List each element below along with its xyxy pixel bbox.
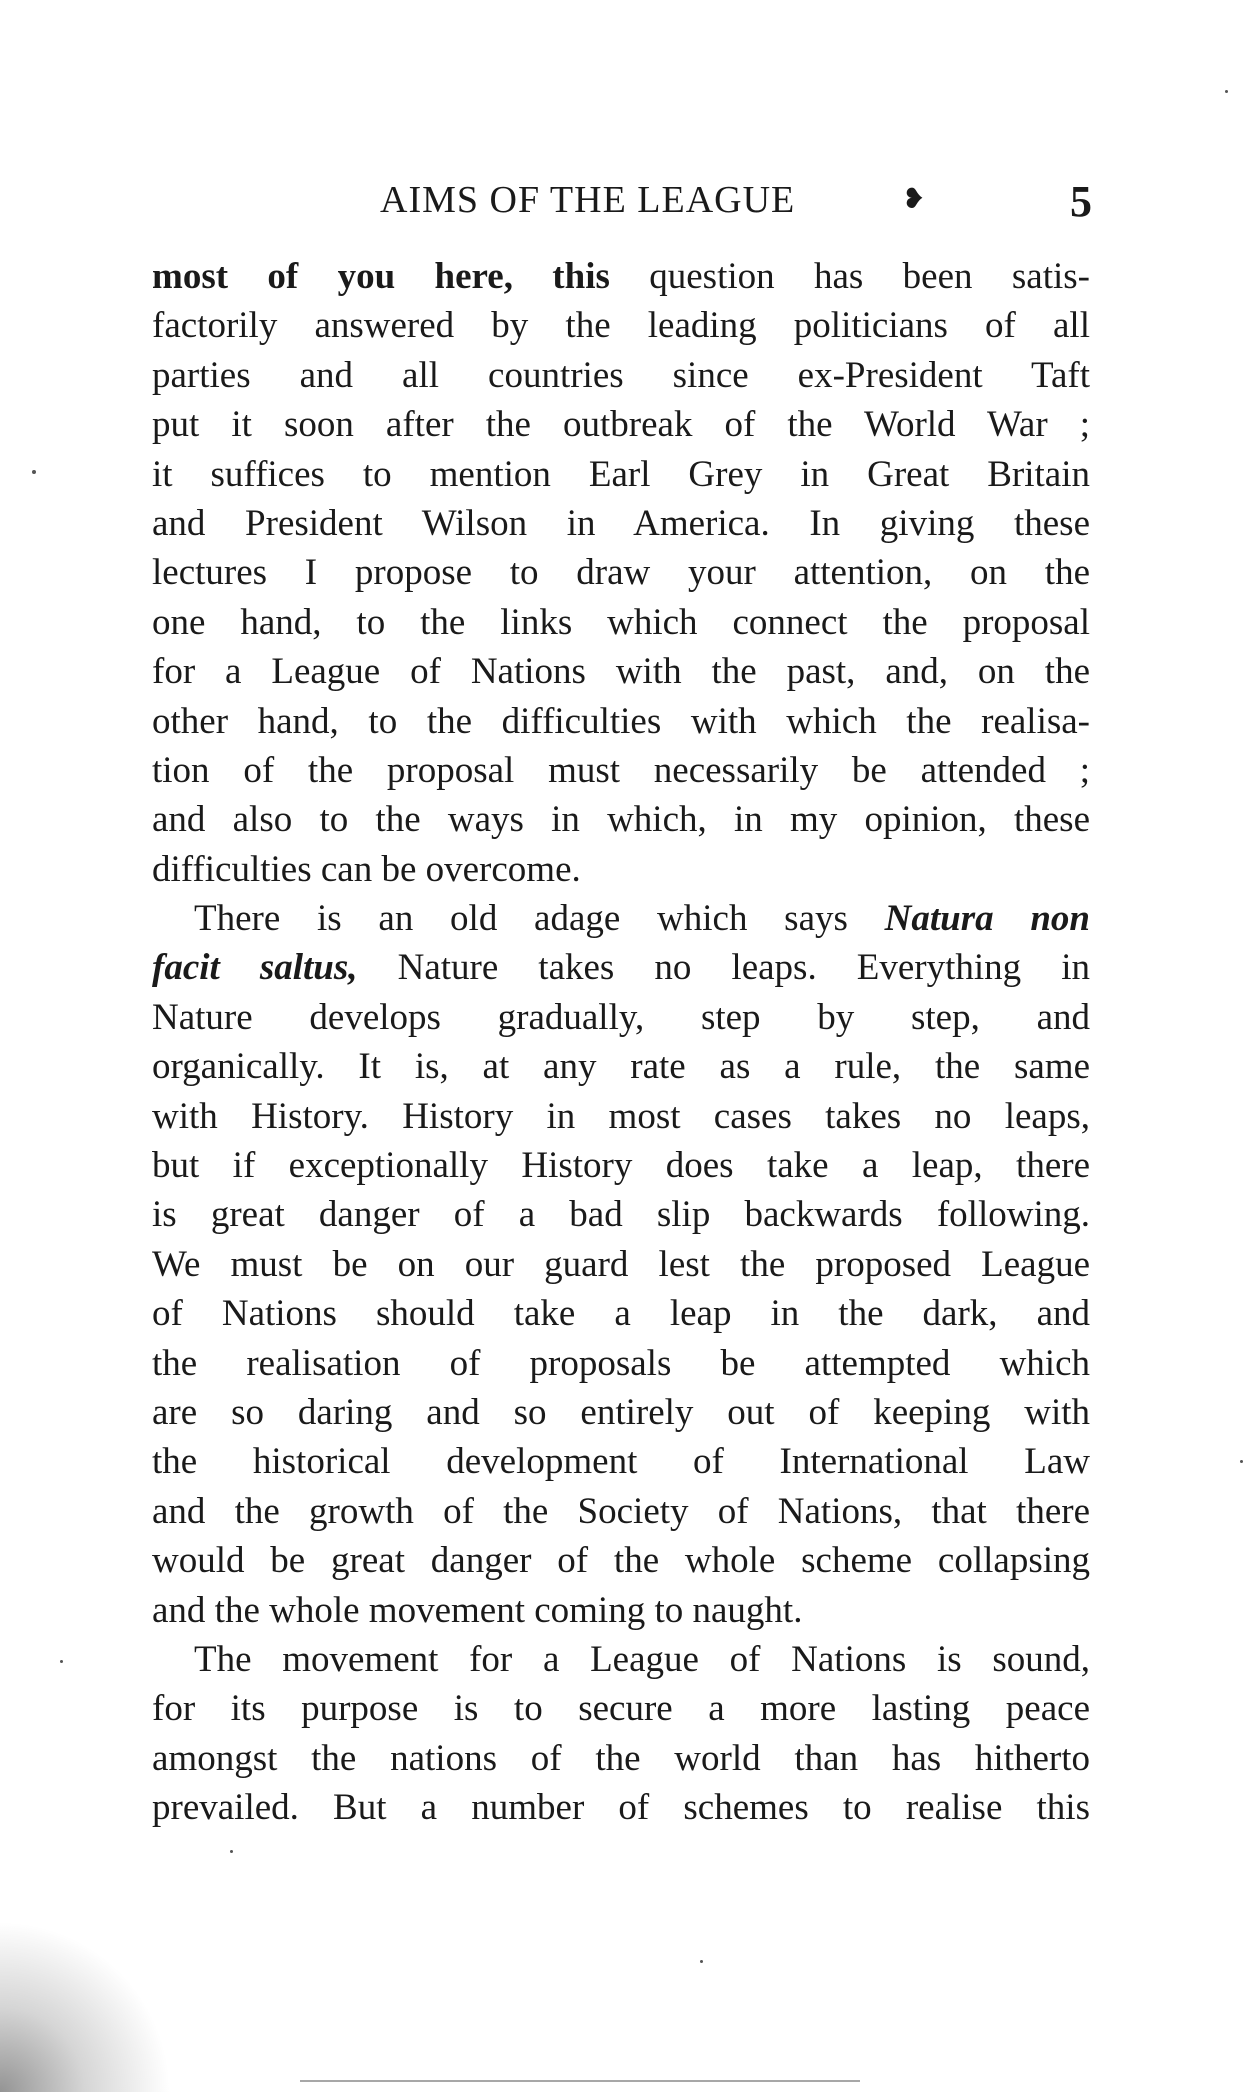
- text-line: [152, 252, 1090, 301]
- text-line: put it soon after the outbreak of the World War ;: [152, 404, 1090, 446]
- italic-phrase: Natura non: [884, 898, 1090, 940]
- text-line: and also to the ways in which, in my opinion, these: [152, 799, 1090, 841]
- text-line: it suffices to mention Earl Grey in Great Britain: [152, 453, 1090, 495]
- text-line: one hand, to the links which connect the proposal: [152, 601, 1090, 643]
- scan-speck: [60, 1660, 63, 1663]
- text-line: [152, 894, 1090, 943]
- fleuron-ornament-icon: ❥: [902, 184, 926, 215]
- running-title: AIMS OF THE LEAGUE: [380, 179, 796, 221]
- text-line: and the growth of the Society of Nations, that there: [152, 1490, 1090, 1532]
- text-line: for a League of Nations with the past, and, on the: [152, 651, 1090, 693]
- text-line: organically. It is, at any rate as a rule, the same: [152, 1046, 1090, 1088]
- text-line: The movement for a League of Nations is sound,: [194, 1638, 1090, 1680]
- scan-speck: [1240, 1460, 1243, 1463]
- text-line: of Nations should take a leap in the dark, and: [152, 1293, 1090, 1335]
- scan-speck: [230, 1850, 233, 1853]
- text-line: the historical development of International Law: [152, 1441, 1090, 1483]
- text-line: are so daring and so entirely out of keeping with: [152, 1391, 1090, 1433]
- text-line: amongst the nations of the world than has hitherto: [152, 1737, 1090, 1779]
- text-line: other hand, to the difficulties with which the realisa-: [152, 700, 1090, 742]
- text-line: but if exceptionally History does take a leap, there: [152, 1145, 1090, 1187]
- text-line: and President Wilson in America. In giving these: [152, 502, 1090, 544]
- text-line: Nature develops gradually, step by step, and: [152, 996, 1090, 1038]
- text-line: for its purpose is to secure a more lasting peace: [152, 1688, 1090, 1730]
- text-line: factorily answered by the leading politicians of all: [152, 305, 1090, 347]
- text-line: difficulties can be overcome.: [152, 848, 581, 890]
- body-text: [152, 252, 1090, 1833]
- paragraph-2: [152, 894, 1090, 1635]
- scan-speck: [700, 1960, 703, 1963]
- paragraph-1: [152, 252, 1090, 894]
- scan-speck: [1225, 90, 1228, 93]
- italic-phrase: facit saltus,: [152, 947, 358, 989]
- text-line: We must be on our guard lest the proposed League: [152, 1243, 1090, 1285]
- scan-edge-shadow: [0, 1892, 200, 2092]
- text-line: [152, 943, 1090, 992]
- text-line: the realisation of proposals be attempted which: [152, 1342, 1090, 1384]
- text-line: tion of the proposal must necessarily be attended ;: [152, 749, 1090, 791]
- text-line: prevailed. But a number of schemes to realise this: [152, 1787, 1090, 1829]
- running-head: [152, 178, 1092, 228]
- text-line: parties and all countries since ex-President Taft: [152, 354, 1090, 396]
- text-line: is great danger of a bad slip backwards following.: [152, 1194, 1090, 1236]
- line-text: There is an old adage which says: [194, 898, 885, 940]
- bold-lead-text: most of you here, this: [152, 256, 610, 297]
- page-number: 5: [1070, 177, 1092, 226]
- text-line: and the whole movement coming to naught.: [152, 1589, 803, 1631]
- line-text: question has been satis-: [609, 256, 1090, 297]
- scan-speck: [32, 470, 36, 474]
- scan-bottom-mark: [300, 2080, 860, 2082]
- text-line: with History. History in most cases takes no leaps,: [152, 1095, 1090, 1137]
- paragraph-3: [152, 1635, 1090, 1833]
- line-text: Nature takes no leaps. Everything in: [357, 947, 1090, 989]
- text-line: lectures I propose to draw your attention, on the: [152, 552, 1090, 594]
- text-line: would be great danger of the whole scheme collapsing: [152, 1540, 1090, 1582]
